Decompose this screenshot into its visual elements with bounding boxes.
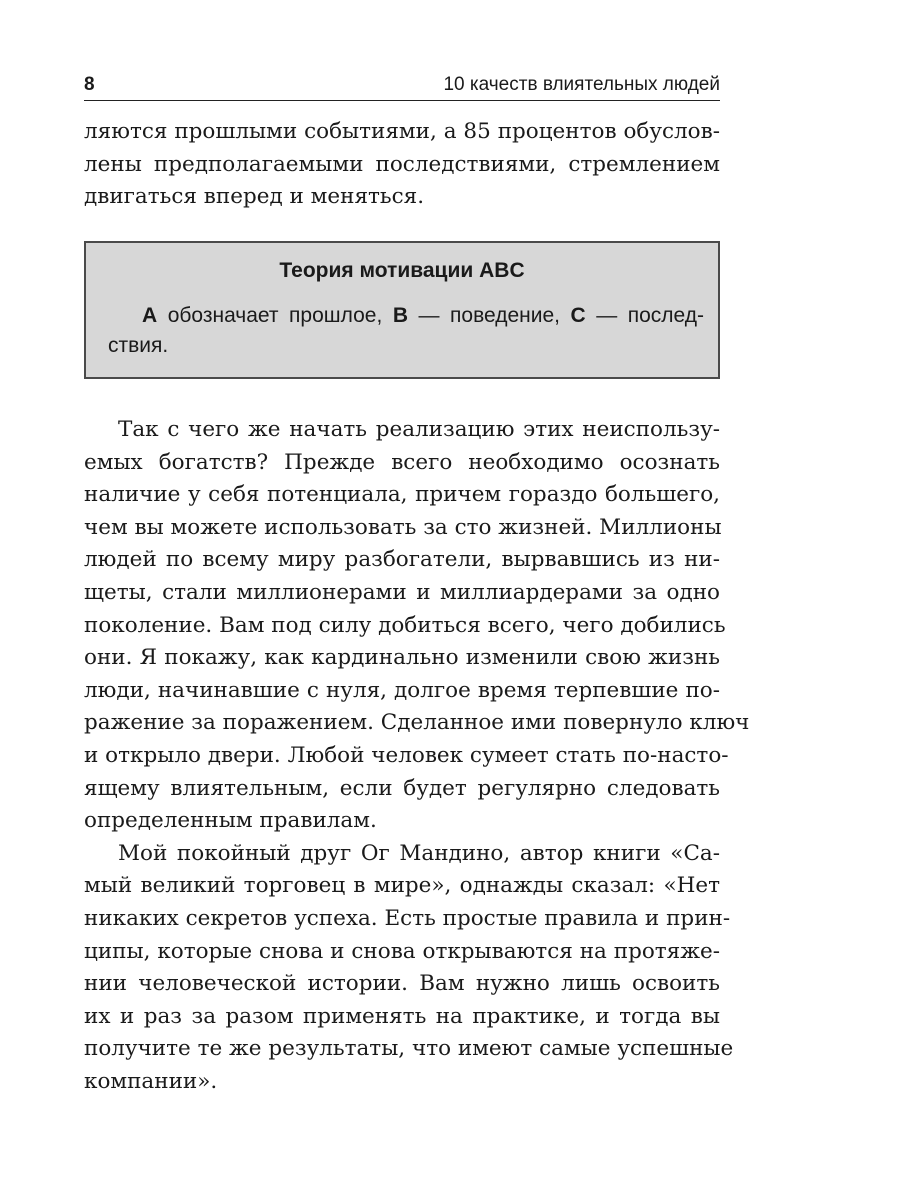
paragraph-1 bbox=[84, 414, 750, 838]
callout-text-b: — поведение, bbox=[407, 304, 571, 327]
callout-box bbox=[84, 241, 720, 379]
text-line: ражение за поражением. Сделанное ими повернуло ключ bbox=[84, 710, 750, 736]
letter-c: C bbox=[570, 304, 586, 327]
running-title: 10 качеств влиятельных людей bbox=[443, 74, 720, 95]
callout-line bbox=[108, 301, 704, 331]
callout-text-a: обозначает прошлое, bbox=[157, 304, 393, 327]
callout-body bbox=[108, 301, 704, 361]
text-line: емых богатств? Прежде всего необходимо осознать bbox=[84, 449, 720, 475]
text-line: ящему влиятельным, если будет регулярно следовать bbox=[84, 775, 720, 801]
text-line: ципы, которые снова и снова открываются на протяже- bbox=[84, 938, 720, 964]
text-line: получите те же результаты, что имеют самые успешные bbox=[84, 1036, 734, 1062]
text-line: лены предполагаемыми последствиями, стремлением bbox=[84, 151, 720, 177]
callout-line-2: ствия. bbox=[108, 334, 169, 357]
text-line: ляются прошлыми событиями, а 85 процентов обуслов- bbox=[84, 119, 720, 144]
text-line: чем вы можете использовать за сто жизней. Миллионы bbox=[84, 514, 722, 540]
paragraph-2 bbox=[84, 838, 734, 1099]
page-header bbox=[84, 72, 720, 101]
letter-b: B bbox=[392, 304, 408, 327]
text-line: людей по всему миру разбогатели, вырвавшись из ни- bbox=[84, 547, 720, 573]
text-line: определенным правилам. bbox=[84, 808, 377, 834]
text-line: поколение. Вам под силу добиться всего, чего добились bbox=[84, 612, 726, 638]
main-text bbox=[84, 414, 750, 1098]
text-line: двигаться вперед и меняться. bbox=[84, 184, 425, 210]
callout-text-c: — послед- bbox=[585, 304, 704, 327]
text-line: наличие у себя потенциала, причем гораздо большего, bbox=[84, 482, 720, 508]
text-line: Мой покойный друг Ог Мандино, автор книги «Са- bbox=[118, 840, 720, 866]
letter-a: A bbox=[142, 304, 158, 327]
text-line: люди, начинавшие с нуля, долгое время терпевшие по- bbox=[84, 677, 720, 703]
text-line: Так с чего же начать реализацию этих неиспользу- bbox=[118, 417, 720, 442]
text-line: они. Я покажу, как кардинально изменили свою жизнь bbox=[84, 645, 720, 671]
text-line: компании». bbox=[84, 1068, 218, 1094]
text-line: и открыло двери. Любой человек сумеет стать по-насто- bbox=[84, 742, 729, 768]
page-number: 8 bbox=[84, 74, 95, 95]
continuation-paragraph bbox=[84, 116, 720, 214]
text-line: никаких секретов успеха. Есть простые правила и прин- bbox=[84, 905, 731, 931]
text-line: нии человеческой истории. Вам нужно лишь освоить bbox=[84, 971, 720, 997]
callout-title: Теория мотивации ABC bbox=[279, 259, 525, 282]
text-line: их и раз за разом применять на практике, и тогда вы bbox=[84, 1003, 720, 1029]
text-line: щеты, стали миллионерами и миллиардерами за одно bbox=[84, 579, 720, 605]
text-line: мый великий торговец в мире», однажды сказал: «Нет bbox=[84, 873, 720, 899]
